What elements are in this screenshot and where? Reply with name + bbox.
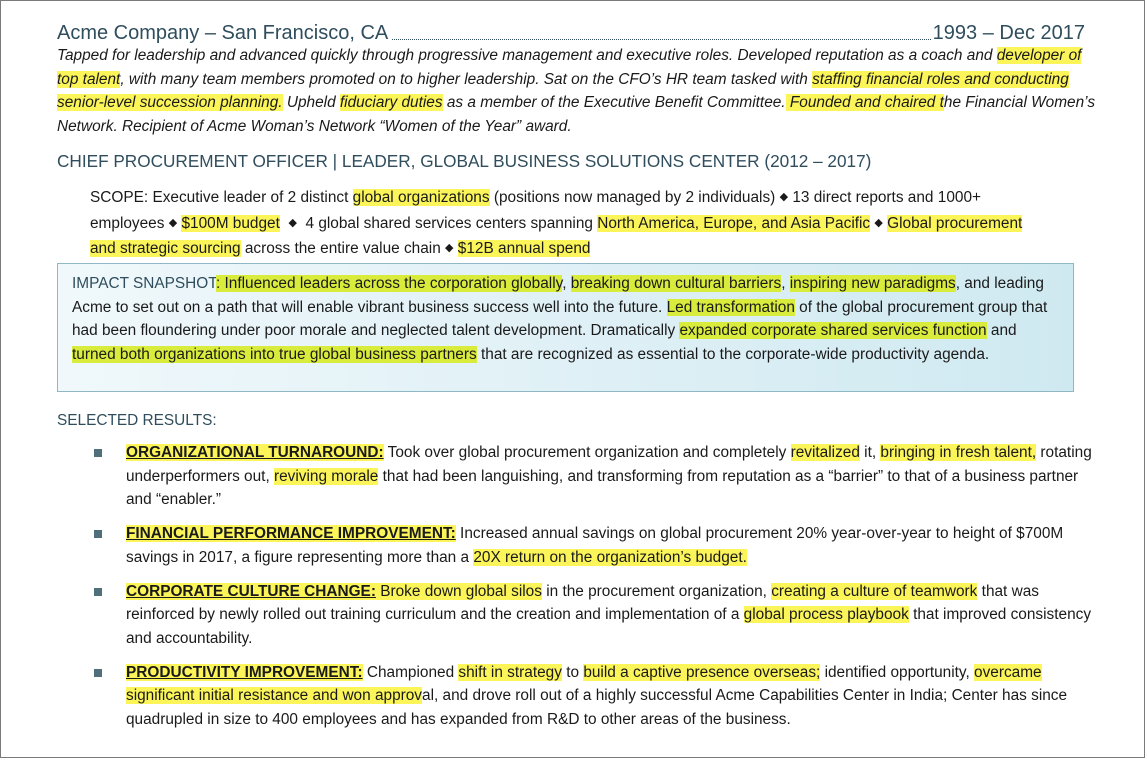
result-text: that was reinforced by newly rolled out training curriculum and the creation and implementation of a	[126, 582, 1039, 623]
result-text: al, and drove roll out of a highly successful Acme Capabilities Center in India; Center has since quadrupled in size to 400 employees and has expanded from R&D to other areas of the business.	[126, 687, 1068, 728]
result-text: it,	[859, 444, 881, 461]
impact-paragraph	[72, 272, 1059, 366]
result-highlight: revitalized	[790, 444, 860, 461]
diamond-separator: ◆	[779, 191, 789, 203]
position-summary	[57, 44, 1097, 138]
result-text: identified opportunity,	[820, 663, 975, 681]
result-highlight: 20X return on the organization’s budget.	[473, 548, 747, 566]
diamond-separator: ◆	[445, 242, 454, 254]
company-location: Acme Company – San Francisco, CA	[57, 22, 389, 44]
impact-highlight: Led transformation	[666, 298, 795, 316]
square-bullet-icon	[94, 449, 102, 457]
impact-text: ,	[781, 275, 790, 292]
result-highlight: shift in strategy	[458, 663, 562, 681]
impact-text: , and leading Acme to set out on a path that will enable vibrant business success well into the future.	[72, 275, 1044, 316]
result-text: rotating underperformers out,	[126, 444, 1092, 485]
impact-highlight: : Influenced leaders across the corporation globally	[215, 275, 563, 292]
summary-highlight: Founded and chaired t	[785, 94, 944, 111]
result-title: ORGANIZATIONAL TURNAROUND:	[126, 444, 384, 461]
result-highlight: overcame significant initial resistance and won approv	[126, 663, 1042, 704]
scope-paragraph	[90, 186, 1050, 263]
impact-label: IMPACT SNAPSHOT	[72, 275, 216, 292]
summary-text: he Financial Women’s Network. Recipient of Acme Woman’s Network “Women of the Year” award.	[57, 94, 1096, 135]
scope-text: across the entire value chain	[240, 240, 446, 257]
result-text: Championed	[362, 663, 459, 681]
square-bullet-icon	[94, 588, 102, 596]
summary-text: Tapped for leadership and advanced quickly through progressive management and executive roles. Developed reputation as a coach and	[57, 47, 997, 64]
position-header	[57, 19, 1085, 45]
diamond-separator: ◆	[168, 216, 178, 229]
impact-text: of the global procurement group that had been floundering under poor morale and neglected talent development. Dramatically	[72, 298, 1048, 339]
result-highlight: creating a culture of teamwork	[771, 582, 978, 600]
result-highlight: global process playbook	[743, 606, 909, 623]
impact-text: that are recognized as essential to the corporate-wide productivity agenda.	[476, 345, 990, 363]
result-item-productivity-improvement	[93, 661, 1093, 732]
impact-highlight: inspiring new paradigms	[789, 275, 956, 292]
impact-highlight: turned both organizations into true global business partners	[72, 345, 477, 363]
diamond-separator: ◆	[874, 216, 883, 229]
square-bullet-icon	[94, 530, 102, 538]
result-item-organizational-turnaround	[93, 441, 1093, 512]
square-bullet-icon	[94, 669, 102, 677]
impact-text: ,	[562, 275, 571, 292]
result-title: FINANCIAL PERFORMANCE IMPROVEMENT:	[126, 525, 456, 542]
summary-text: , with many team members promoted on to higher leadership. Sat on the CFO’s HR team tasked with	[120, 70, 813, 88]
impact-text: and	[986, 322, 1017, 339]
scope-label: SCOPE:	[90, 189, 149, 206]
scope-highlight: North America, Europe, and Asia Pacific	[597, 214, 871, 232]
result-highlight: build a captive presence overseas;	[583, 663, 821, 681]
diamond-separator: ◆	[288, 216, 297, 229]
result-text: Increased annual savings on global procurement 20% year-over-year to height of $700M savings in 2017, a figure representing more than a	[126, 525, 1064, 566]
result-title: PRODUCTIVITY IMPROVEMENT:	[126, 663, 363, 681]
scope-text: (positions now managed by 2 individuals)	[489, 189, 780, 206]
summary-text: as a member of the Executive Benefit Committee.	[442, 94, 786, 111]
result-title: CORPORATE CULTURE CHANGE:	[126, 582, 376, 600]
result-item-corporate-culture	[93, 580, 1093, 651]
scope-highlight: $12B annual spend	[457, 240, 591, 257]
scope-highlight: Global procurement and strategic sourcing	[90, 214, 1023, 257]
result-text: Took over global procurement organization and completely	[383, 444, 791, 461]
result-text: that improved consistency and accountability.	[126, 606, 1092, 647]
scope-highlight: global organizations	[352, 189, 490, 206]
role-title: CHIEF PROCUREMENT OFFICER | LEADER, GLOBAL BUSINESS SOLUTIONS CENTER (2012 – 2017)	[57, 151, 872, 171]
summary-highlight: fiduciary duties	[339, 94, 443, 111]
employment-dates: 1993 – Dec 2017	[932, 22, 1085, 44]
impact-highlight: expanded corporate shared services function	[679, 322, 987, 339]
result-text: in the procurement organization,	[541, 582, 772, 600]
summary-highlight: developer of top talent	[57, 47, 1082, 88]
scope-text: Executive leader of 2 distinct	[148, 189, 353, 206]
result-text: that had been languishing, and transforming from reputation as a “barrier” to that of a business partner and “enabler.”	[126, 467, 1079, 508]
result-item-financial-performance	[93, 522, 1093, 569]
impact-snapshot-box	[57, 263, 1074, 392]
impact-highlight: breaking down cultural barriers	[570, 275, 782, 292]
summary-highlight: staffing financial roles and conducting senior-level succession planning.	[57, 70, 1069, 111]
dotted-leader	[392, 39, 930, 40]
scope-text: 13 direct reports and 1000+ employees	[90, 189, 981, 232]
scope-highlight: $100M budget	[181, 214, 280, 232]
result-text: to	[561, 663, 584, 681]
results-list	[93, 441, 1093, 742]
summary-text: Upheld	[282, 94, 340, 111]
result-highlight: bringing in fresh talent,	[880, 444, 1037, 461]
scope-text: 4 global shared services centers spanning	[305, 214, 598, 232]
result-highlight: Broke down global silos	[375, 582, 542, 600]
selected-results-heading: SELECTED RESULTS:	[57, 412, 217, 429]
result-highlight: reviving morale	[274, 467, 379, 485]
